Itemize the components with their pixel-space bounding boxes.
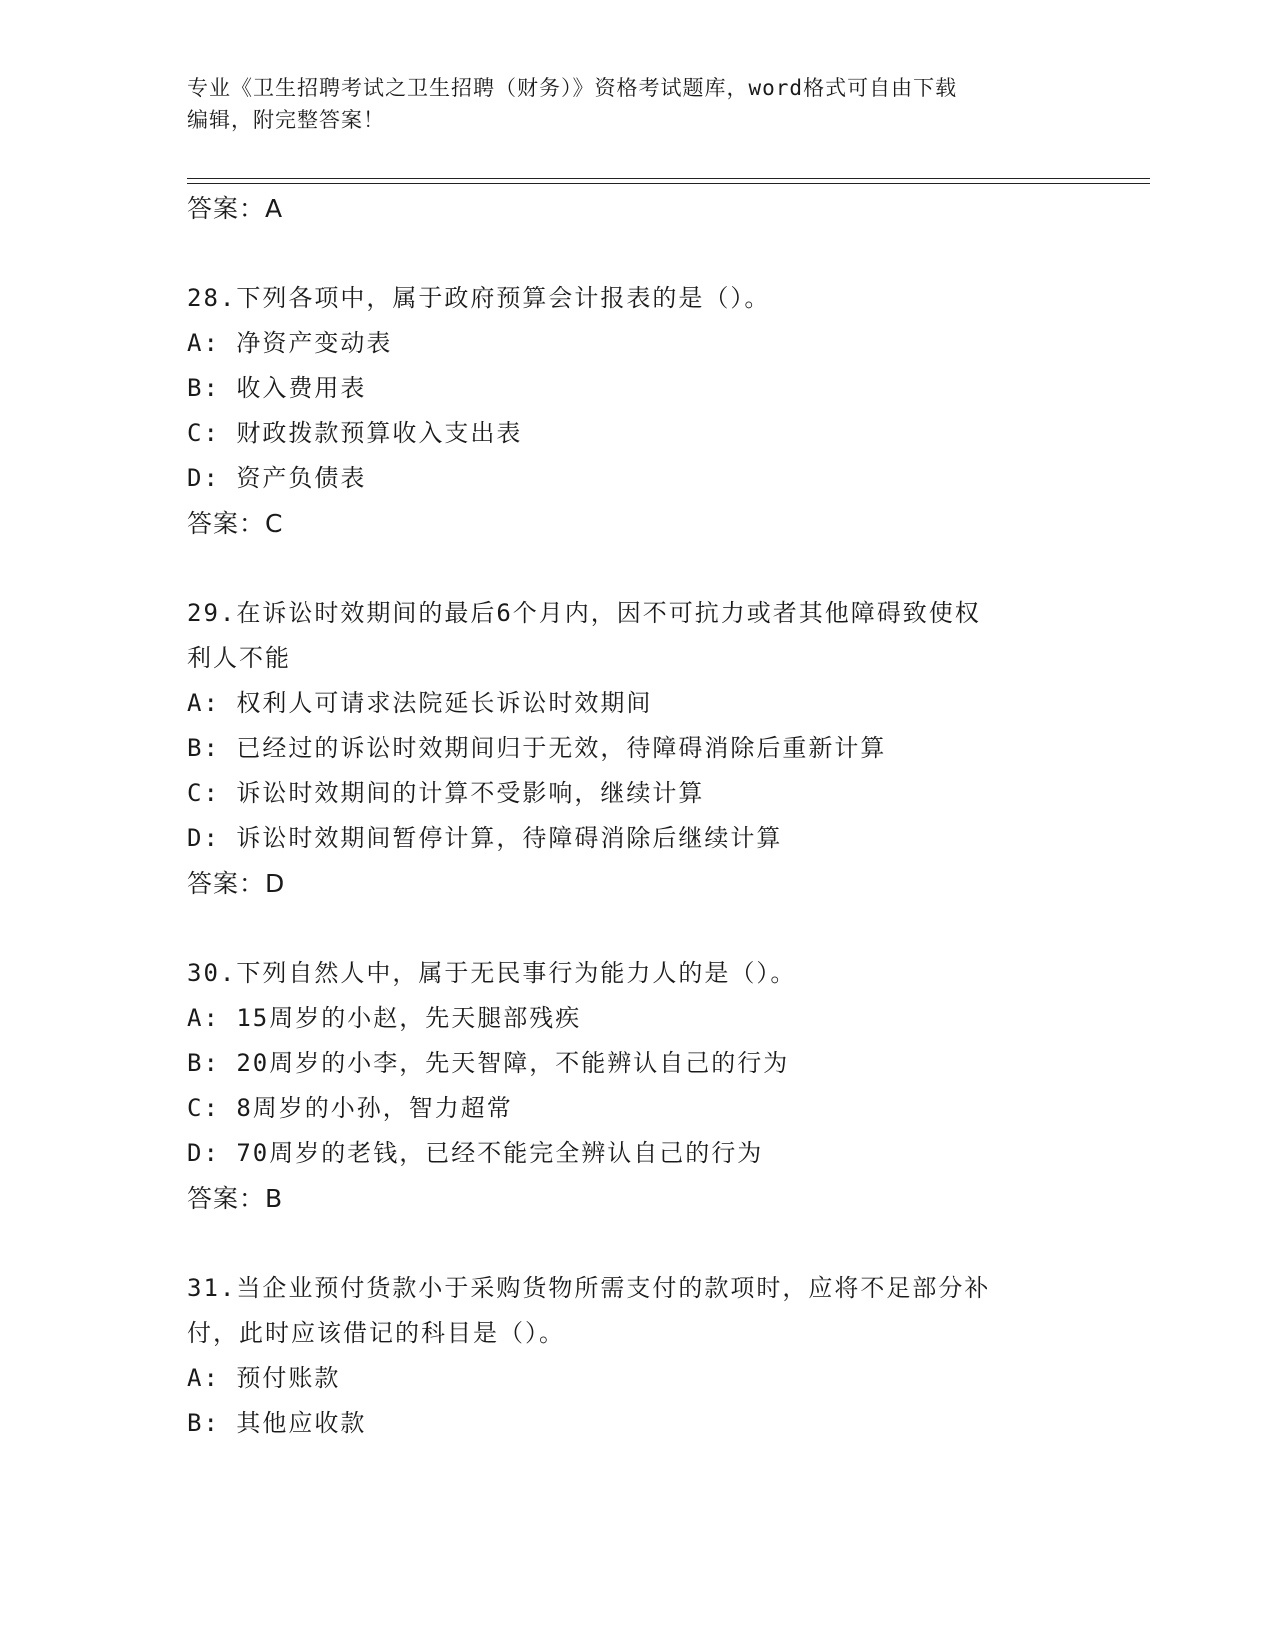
- header-line-2: 编辑，附完整答案！: [187, 108, 385, 132]
- document-header: [187, 72, 1087, 136]
- option-d: D: 资产负债表: [187, 464, 367, 492]
- answer-label: 答案：A: [187, 194, 284, 223]
- option-a: A: 预付账款: [187, 1364, 341, 1392]
- option-c: C: 8周岁的小孙，智力超常: [187, 1094, 513, 1122]
- question-29: [187, 591, 1087, 907]
- answer-label: 答案：C: [187, 509, 284, 538]
- answer-label: 答案：D: [187, 869, 286, 898]
- question-text-line-1: 31.当企业预付货款小于采购货物所需支付的款项时，应将不足部分补: [187, 1274, 991, 1302]
- header-divider-top: [187, 178, 1150, 179]
- option-b: B: 20周岁的小李，先天智障，不能辨认自己的行为: [187, 1049, 790, 1077]
- question-text-line-1: 29.在诉讼时效期间的最后6个月内，因不可抗力或者其他障碍致使权: [187, 599, 981, 627]
- question-28: [187, 276, 1087, 547]
- option-a: A: 权利人可请求法院延长诉讼时效期间: [187, 689, 653, 717]
- answer-label: 答案：B: [187, 1184, 284, 1213]
- option-a: A: 净资产变动表: [187, 329, 393, 357]
- question-text-line-2: 利人不能: [187, 644, 291, 672]
- option-c: C: 诉讼时效期间的计算不受影响，继续计算: [187, 779, 705, 807]
- option-a: A: 15周岁的小赵，先天腿部残疾: [187, 1004, 582, 1032]
- question-30: [187, 951, 1087, 1222]
- option-c: C: 财政拨款预算收入支出表: [187, 419, 523, 447]
- option-b: B: 已经过的诉讼时效期间归于无效，待障碍消除后重新计算: [187, 734, 887, 762]
- question-31: [187, 1266, 1087, 1446]
- option-b: B: 其他应收款: [187, 1409, 367, 1437]
- question-text: 28.下列各项中，属于政府预算会计报表的是（）。: [187, 284, 771, 312]
- question-text: 30.下列自然人中，属于无民事行为能力人的是（）。: [187, 959, 797, 987]
- option-d: D: 70周岁的老钱，已经不能完全辨认自己的行为: [187, 1139, 764, 1167]
- header-divider-bottom: [187, 183, 1150, 184]
- option-b: B: 收入费用表: [187, 374, 367, 402]
- option-d: D: 诉讼时效期间暂停计算，待障碍消除后继续计算: [187, 824, 783, 852]
- question-text-line-2: 付，此时应该借记的科目是（）。: [187, 1319, 565, 1347]
- header-line-1: 专业《卫生招聘考试之卫生招聘（财务）》资格考试题库，word格式可自由下载: [187, 76, 958, 100]
- document-body: [187, 186, 1087, 1446]
